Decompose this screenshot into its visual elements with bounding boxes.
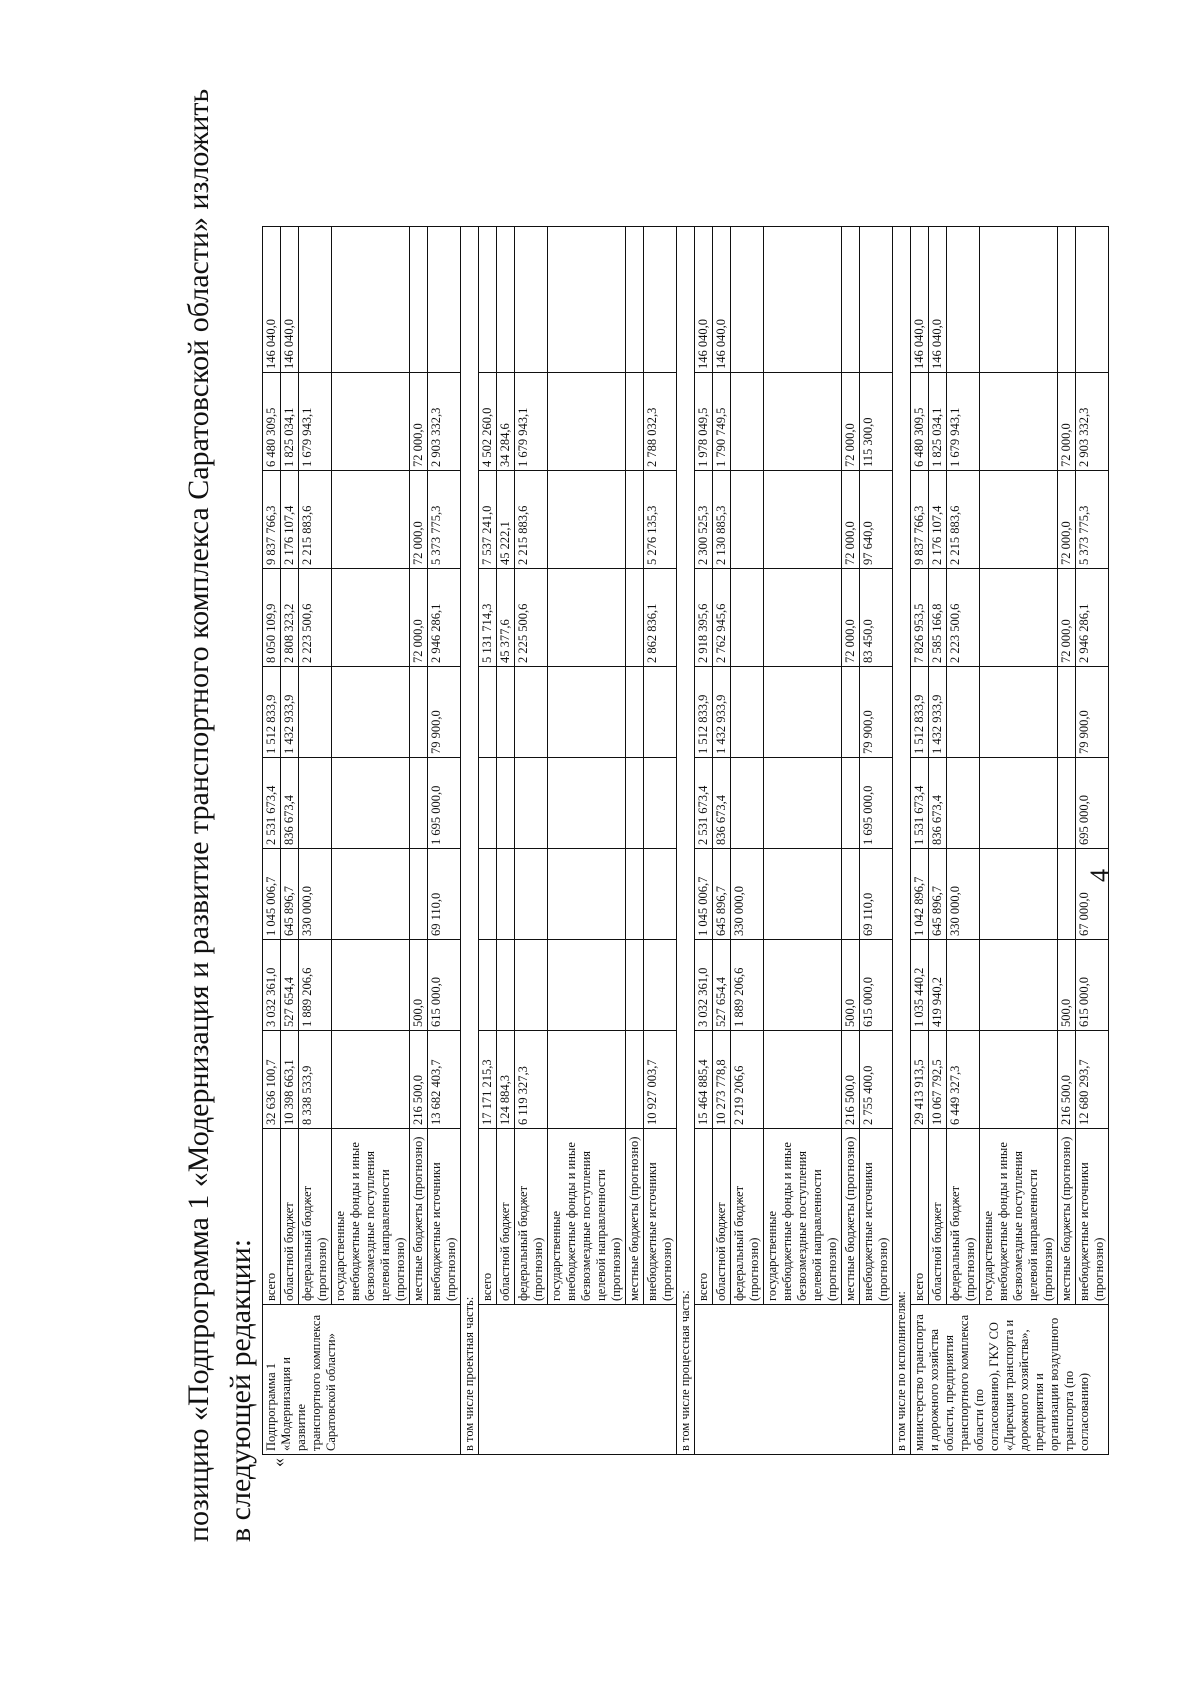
value-cell: 645 896,7 <box>929 849 947 940</box>
source-label-cell: государственные внебюджетные фонды и иные безвозмездные поступления целевой направленности (прогнозно) <box>548 1129 626 1305</box>
value-cell <box>731 667 764 758</box>
value-cell <box>644 227 677 373</box>
value-cell <box>410 227 428 373</box>
source-label-cell: областной бюджет <box>929 1129 947 1305</box>
value-cell: 2 946 286,1 <box>428 569 461 667</box>
value-cell: 72 000,0 <box>410 373 428 471</box>
source-label-cell: государственные внебюджетные фонды и иные безвозмездные поступления целевой направленности (прогнозно) <box>980 1129 1058 1305</box>
value-cell: 72 000,0 <box>410 471 428 569</box>
value-cell <box>731 227 764 373</box>
value-cell <box>947 758 980 849</box>
value-cell: 2 225 500,6 <box>515 569 548 667</box>
value-cell <box>644 758 677 849</box>
value-cell <box>515 758 548 849</box>
value-cell: 330 000,0 <box>299 849 332 940</box>
value-cell: 615 000,0 <box>1076 940 1109 1031</box>
table-row <box>695 227 713 1455</box>
value-cell: 146 040,0 <box>263 227 281 373</box>
value-cell: 1 512 833,9 <box>911 667 929 758</box>
value-cell <box>842 667 860 758</box>
value-cell <box>626 1031 644 1129</box>
source-label-cell: внебюджетные источники (прогнозно) <box>860 1129 893 1305</box>
value-cell: 1 042 896,7 <box>911 849 929 940</box>
main-rows <box>263 227 461 1455</box>
value-cell: 72 000,0 <box>1058 569 1076 667</box>
value-cell: 72 000,0 <box>842 569 860 667</box>
value-cell: 419 940,2 <box>929 940 947 1031</box>
table-row <box>929 227 947 1455</box>
value-cell: 1 045 006,7 <box>263 849 281 940</box>
value-cell <box>764 758 842 849</box>
process-rows <box>677 227 893 1455</box>
process-section-label: в том числе процессная часть: <box>677 227 695 1455</box>
value-cell: 2 762 945,6 <box>713 569 731 667</box>
value-cell <box>644 849 677 940</box>
value-cell: 836 673,4 <box>281 758 299 849</box>
value-cell <box>479 849 497 940</box>
source-label-cell: федеральный бюджет (прогнозно) <box>731 1129 764 1305</box>
value-cell <box>980 471 1058 569</box>
table-row <box>626 227 644 1455</box>
value-cell: 1 679 943,1 <box>947 373 980 471</box>
table-row <box>479 227 497 1455</box>
process-name-cell <box>695 1305 893 1455</box>
table-row <box>764 227 842 1455</box>
source-label-cell: государственные внебюджетные фонды и иные безвозмездные поступления целевой направленности (прогнозно) <box>764 1129 842 1305</box>
project-rows <box>461 227 677 1455</box>
value-cell: 2 300 525,3 <box>695 471 713 569</box>
value-cell <box>479 758 497 849</box>
value-cell <box>947 227 980 373</box>
value-cell: 527 654,4 <box>713 940 731 1031</box>
source-label-cell: местные бюджеты (прогнозно) <box>1058 1129 1076 1305</box>
value-cell <box>1058 667 1076 758</box>
table-row <box>299 227 332 1455</box>
value-cell: 3 032 361,0 <box>263 940 281 1031</box>
table-row <box>410 227 428 1455</box>
value-cell: 34 284,6 <box>497 373 515 471</box>
executor-section-row <box>893 227 911 1455</box>
program-name-line: транспортного комплекса <box>309 1314 323 1451</box>
value-cell: 10 398 663,1 <box>281 1031 299 1129</box>
value-cell <box>731 373 764 471</box>
value-cell: 115 300,0 <box>860 373 893 471</box>
value-cell: 1 825 034,1 <box>281 373 299 471</box>
financing-table <box>262 226 1109 1455</box>
value-cell: 1 978 049,5 <box>695 373 713 471</box>
table-row <box>644 227 677 1455</box>
value-cell: 9 837 766,3 <box>911 471 929 569</box>
value-cell: 1 695 000,0 <box>428 758 461 849</box>
table-row <box>1076 227 1109 1455</box>
value-cell: 1 432 933,9 <box>281 667 299 758</box>
value-cell: 1 045 006,7 <box>695 849 713 940</box>
value-cell: 5 131 714,3 <box>479 569 497 667</box>
table-row <box>860 227 893 1455</box>
value-cell <box>626 758 644 849</box>
value-cell: 146 040,0 <box>911 227 929 373</box>
value-cell <box>764 471 842 569</box>
value-cell: 1 790 749,5 <box>713 373 731 471</box>
value-cell <box>731 758 764 849</box>
value-cell: 1 679 943,1 <box>515 373 548 471</box>
value-cell: 72 000,0 <box>1058 471 1076 569</box>
value-cell: 1 889 206,6 <box>299 940 332 1031</box>
value-cell: 32 636 100,7 <box>263 1031 281 1129</box>
value-cell: 330 000,0 <box>731 849 764 940</box>
value-cell: 8 050 109,9 <box>263 569 281 667</box>
program-name-line: Саратовской области» <box>324 1333 338 1451</box>
value-cell <box>764 667 842 758</box>
value-cell: 2 223 500,6 <box>299 569 332 667</box>
program-name-line: Подпрограмма 1 <box>264 1362 278 1451</box>
value-cell: 7 537 241,0 <box>479 471 497 569</box>
value-cell: 2 946 286,1 <box>1076 569 1109 667</box>
value-cell <box>332 569 410 667</box>
value-cell <box>764 569 842 667</box>
value-cell: 645 896,7 <box>713 849 731 940</box>
value-cell <box>548 667 626 758</box>
value-cell: 216 500,0 <box>1058 1031 1076 1129</box>
value-cell <box>299 667 332 758</box>
value-cell: 6 449 327,3 <box>947 1031 980 1129</box>
value-cell: 500,0 <box>842 940 860 1031</box>
value-cell: 2 903 332,3 <box>1076 373 1109 471</box>
opening-quote-mark: « <box>268 1458 288 1467</box>
value-cell: 6 119 327,3 <box>515 1031 548 1129</box>
value-cell <box>980 1031 1058 1129</box>
executor-section-label: в том числе по исполнителям: <box>893 227 911 1455</box>
value-cell <box>548 758 626 849</box>
source-label-cell: всего <box>695 1129 713 1305</box>
value-cell <box>980 940 1058 1031</box>
value-cell: 13 682 403,7 <box>428 1031 461 1129</box>
source-label-cell: федеральный бюджет (прогнозно) <box>515 1129 548 1305</box>
value-cell: 645 896,7 <box>281 849 299 940</box>
source-label-cell: областной бюджет <box>497 1129 515 1305</box>
table-row <box>497 227 515 1455</box>
value-cell: 72 000,0 <box>842 373 860 471</box>
value-cell <box>764 849 842 940</box>
value-cell: 79 900,0 <box>860 667 893 758</box>
source-label-cell: местные бюджеты (прогнозно) <box>626 1129 644 1305</box>
value-cell <box>332 373 410 471</box>
value-cell: 2 130 885,3 <box>713 471 731 569</box>
source-label-cell: областной бюджет <box>281 1129 299 1305</box>
value-cell: 10 067 792,5 <box>929 1031 947 1129</box>
table-row <box>842 227 860 1455</box>
value-cell <box>332 849 410 940</box>
value-cell <box>980 758 1058 849</box>
table-row <box>911 227 929 1455</box>
value-cell: 1 512 833,9 <box>263 667 281 758</box>
value-cell <box>731 471 764 569</box>
value-cell: 216 500,0 <box>410 1031 428 1129</box>
value-cell: 45 377,6 <box>497 569 515 667</box>
value-cell <box>515 849 548 940</box>
value-cell <box>410 667 428 758</box>
value-cell: 5 373 775,3 <box>1076 471 1109 569</box>
source-label-cell: местные бюджеты (прогнозно) <box>842 1129 860 1305</box>
value-cell: 79 900,0 <box>1076 667 1109 758</box>
source-label-cell: внебюджетные источники (прогнозно) <box>1076 1129 1109 1305</box>
value-cell: 2 215 883,6 <box>299 471 332 569</box>
value-cell: 1 432 933,9 <box>929 667 947 758</box>
value-cell: 1 432 933,9 <box>713 667 731 758</box>
value-cell: 146 040,0 <box>929 227 947 373</box>
value-cell <box>479 940 497 1031</box>
value-cell: 72 000,0 <box>842 471 860 569</box>
value-cell <box>980 849 1058 940</box>
source-label-cell: внебюджетные источники (прогнозно) <box>644 1129 677 1305</box>
value-cell <box>332 471 410 569</box>
value-cell: 500,0 <box>1058 940 1076 1031</box>
value-cell: 2 215 883,6 <box>947 471 980 569</box>
value-cell: 216 500,0 <box>842 1031 860 1129</box>
value-cell: 2 176 107,4 <box>281 471 299 569</box>
value-cell: 836 673,4 <box>929 758 947 849</box>
source-label-cell: областной бюджет <box>713 1129 731 1305</box>
value-cell <box>548 940 626 1031</box>
value-cell: 2 531 673,4 <box>263 758 281 849</box>
heading-line-2: в следующей редакции: <box>224 1238 257 1542</box>
value-cell: 2 918 395,6 <box>695 569 713 667</box>
value-cell: 10 927 003,7 <box>644 1031 677 1129</box>
value-cell <box>644 940 677 1031</box>
value-cell <box>479 667 497 758</box>
value-cell: 12 680 293,7 <box>1076 1031 1109 1129</box>
value-cell: 67 000,0 <box>1076 849 1109 940</box>
value-cell: 72 000,0 <box>410 569 428 667</box>
value-cell: 10 273 778,8 <box>713 1031 731 1129</box>
value-cell: 2 903 332,3 <box>428 373 461 471</box>
value-cell: 6 480 309,5 <box>263 373 281 471</box>
value-cell <box>764 227 842 373</box>
executor-name-cell: министерство транспорта и дорожного хозяйства области, предприятия транспортного комплекса области (по согласованию), ГКУ СО «Дирекция транспорта и дорожного хозяйства», предприятия и организации воздушного транспорта (по согласованию) <box>911 1305 1109 1455</box>
value-cell: 1 889 206,6 <box>731 940 764 1031</box>
value-cell: 2 808 323,2 <box>281 569 299 667</box>
value-cell <box>626 849 644 940</box>
table-row <box>713 227 731 1455</box>
value-cell: 124 884,3 <box>497 1031 515 1129</box>
value-cell: 2 788 032,3 <box>644 373 677 471</box>
value-cell <box>515 227 548 373</box>
value-cell <box>947 940 980 1031</box>
value-cell: 15 464 885,4 <box>695 1031 713 1129</box>
source-label-cell: всего <box>263 1129 281 1305</box>
source-label-cell: федеральный бюджет (прогнозно) <box>947 1129 980 1305</box>
value-cell <box>980 373 1058 471</box>
value-cell <box>626 569 644 667</box>
source-label-cell: внебюджетные источники (прогнозно) <box>428 1129 461 1305</box>
value-cell <box>626 940 644 1031</box>
value-cell <box>548 569 626 667</box>
value-cell: 2 223 500,6 <box>947 569 980 667</box>
program-name-line: «Модернизация и развитие <box>279 1357 308 1451</box>
executor-rows <box>893 227 1109 1455</box>
table-row <box>548 227 626 1455</box>
value-cell: 146 040,0 <box>695 227 713 373</box>
value-cell <box>548 849 626 940</box>
heading-line-1: позицию «Подпрограмма 1 «Модернизация и развитие транспортного комплекса Саратовской области» изложить <box>182 88 215 1542</box>
value-cell <box>332 940 410 1031</box>
value-cell <box>1076 227 1109 373</box>
value-cell: 4 502 260,0 <box>479 373 497 471</box>
value-cell: 69 110,0 <box>428 849 461 940</box>
process-section-row <box>677 227 695 1455</box>
source-label-cell: федеральный бюджет (прогнозно) <box>299 1129 332 1305</box>
value-cell: 8 338 533,9 <box>299 1031 332 1129</box>
table-row <box>428 227 461 1455</box>
value-cell <box>410 758 428 849</box>
value-cell: 2 755 400,0 <box>860 1031 893 1129</box>
value-cell: 5 373 775,3 <box>428 471 461 569</box>
value-cell <box>626 471 644 569</box>
table-row <box>731 227 764 1455</box>
value-cell <box>1058 849 1076 940</box>
value-cell <box>842 758 860 849</box>
value-cell: 2 215 883,6 <box>515 471 548 569</box>
source-label-cell: всего <box>479 1129 497 1305</box>
table-row <box>332 227 410 1455</box>
value-cell: 1 512 833,9 <box>695 667 713 758</box>
value-cell <box>764 373 842 471</box>
value-cell <box>515 940 548 1031</box>
value-cell <box>548 227 626 373</box>
value-cell: 7 826 953,5 <box>911 569 929 667</box>
heading <box>180 89 260 1542</box>
value-cell: 1 531 673,4 <box>911 758 929 849</box>
value-cell: 836 673,4 <box>713 758 731 849</box>
value-cell <box>497 758 515 849</box>
table-row <box>1058 227 1076 1455</box>
value-cell <box>980 569 1058 667</box>
value-cell: 527 654,4 <box>281 940 299 1031</box>
value-cell: 83 450,0 <box>860 569 893 667</box>
value-cell: 615 000,0 <box>860 940 893 1031</box>
value-cell <box>626 227 644 373</box>
value-cell <box>764 1031 842 1129</box>
value-cell <box>644 667 677 758</box>
value-cell: 1 825 034,1 <box>929 373 947 471</box>
value-cell: 1 695 000,0 <box>860 758 893 849</box>
value-cell <box>332 758 410 849</box>
value-cell: 79 900,0 <box>428 667 461 758</box>
value-cell: 2 176 107,4 <box>929 471 947 569</box>
value-cell <box>332 1031 410 1129</box>
value-cell <box>497 940 515 1031</box>
value-cell <box>497 849 515 940</box>
value-cell: 615 000,0 <box>428 940 461 1031</box>
value-cell <box>548 1031 626 1129</box>
value-cell <box>764 940 842 1031</box>
source-label-cell: государственные внебюджетные фонды и иные безвозмездные поступления целевой направленности (прогнозно) <box>332 1129 410 1305</box>
value-cell: 146 040,0 <box>713 227 731 373</box>
value-cell: 1 035 440,2 <box>911 940 929 1031</box>
value-cell <box>1058 758 1076 849</box>
main-name-cell <box>263 1305 461 1455</box>
value-cell <box>548 373 626 471</box>
value-cell: 72 000,0 <box>1058 373 1076 471</box>
value-cell <box>410 849 428 940</box>
value-cell <box>497 667 515 758</box>
source-label-cell: всего <box>911 1129 929 1305</box>
value-cell <box>332 667 410 758</box>
project-name-cell <box>479 1305 677 1455</box>
value-cell: 2 219 206,6 <box>731 1031 764 1129</box>
value-cell: 330 000,0 <box>947 849 980 940</box>
value-cell <box>980 667 1058 758</box>
table-row <box>263 227 281 1455</box>
value-cell <box>842 849 860 940</box>
value-cell <box>1058 227 1076 373</box>
value-cell: 146 040,0 <box>281 227 299 373</box>
value-cell: 9 837 766,3 <box>263 471 281 569</box>
value-cell <box>299 227 332 373</box>
value-cell: 2 862 836,1 <box>644 569 677 667</box>
value-cell: 5 276 135,3 <box>644 471 677 569</box>
value-cell: 500,0 <box>410 940 428 1031</box>
value-cell <box>479 227 497 373</box>
source-label-cell: местные бюджеты (прогнозно) <box>410 1129 428 1305</box>
value-cell <box>548 471 626 569</box>
value-cell <box>731 569 764 667</box>
value-cell: 1 679 943,1 <box>299 373 332 471</box>
table-row <box>281 227 299 1455</box>
value-cell <box>515 667 548 758</box>
value-cell <box>428 227 461 373</box>
value-cell: 2 585 166,8 <box>929 569 947 667</box>
table-row <box>980 227 1058 1455</box>
value-cell: 69 110,0 <box>860 849 893 940</box>
value-cell: 17 171 215,3 <box>479 1031 497 1129</box>
value-cell: 45 222,1 <box>497 471 515 569</box>
project-section-label: в том числе проектная часть: <box>461 227 479 1455</box>
table-row <box>947 227 980 1455</box>
value-cell: 97 640,0 <box>860 471 893 569</box>
table-row <box>515 227 548 1455</box>
value-cell: 29 413 913,5 <box>911 1031 929 1129</box>
value-cell <box>947 667 980 758</box>
value-cell <box>842 227 860 373</box>
value-cell <box>299 758 332 849</box>
value-cell: 6 480 309,5 <box>911 373 929 471</box>
value-cell <box>980 227 1058 373</box>
value-cell <box>860 227 893 373</box>
value-cell <box>332 227 410 373</box>
project-section-row <box>461 227 479 1455</box>
value-cell: 2 531 673,4 <box>695 758 713 849</box>
page-number: 4 <box>1085 869 1114 882</box>
value-cell: 3 032 361,0 <box>695 940 713 1031</box>
value-cell <box>497 227 515 373</box>
value-cell <box>626 373 644 471</box>
value-cell <box>626 667 644 758</box>
value-cell: 695 000,0 <box>1076 758 1109 849</box>
